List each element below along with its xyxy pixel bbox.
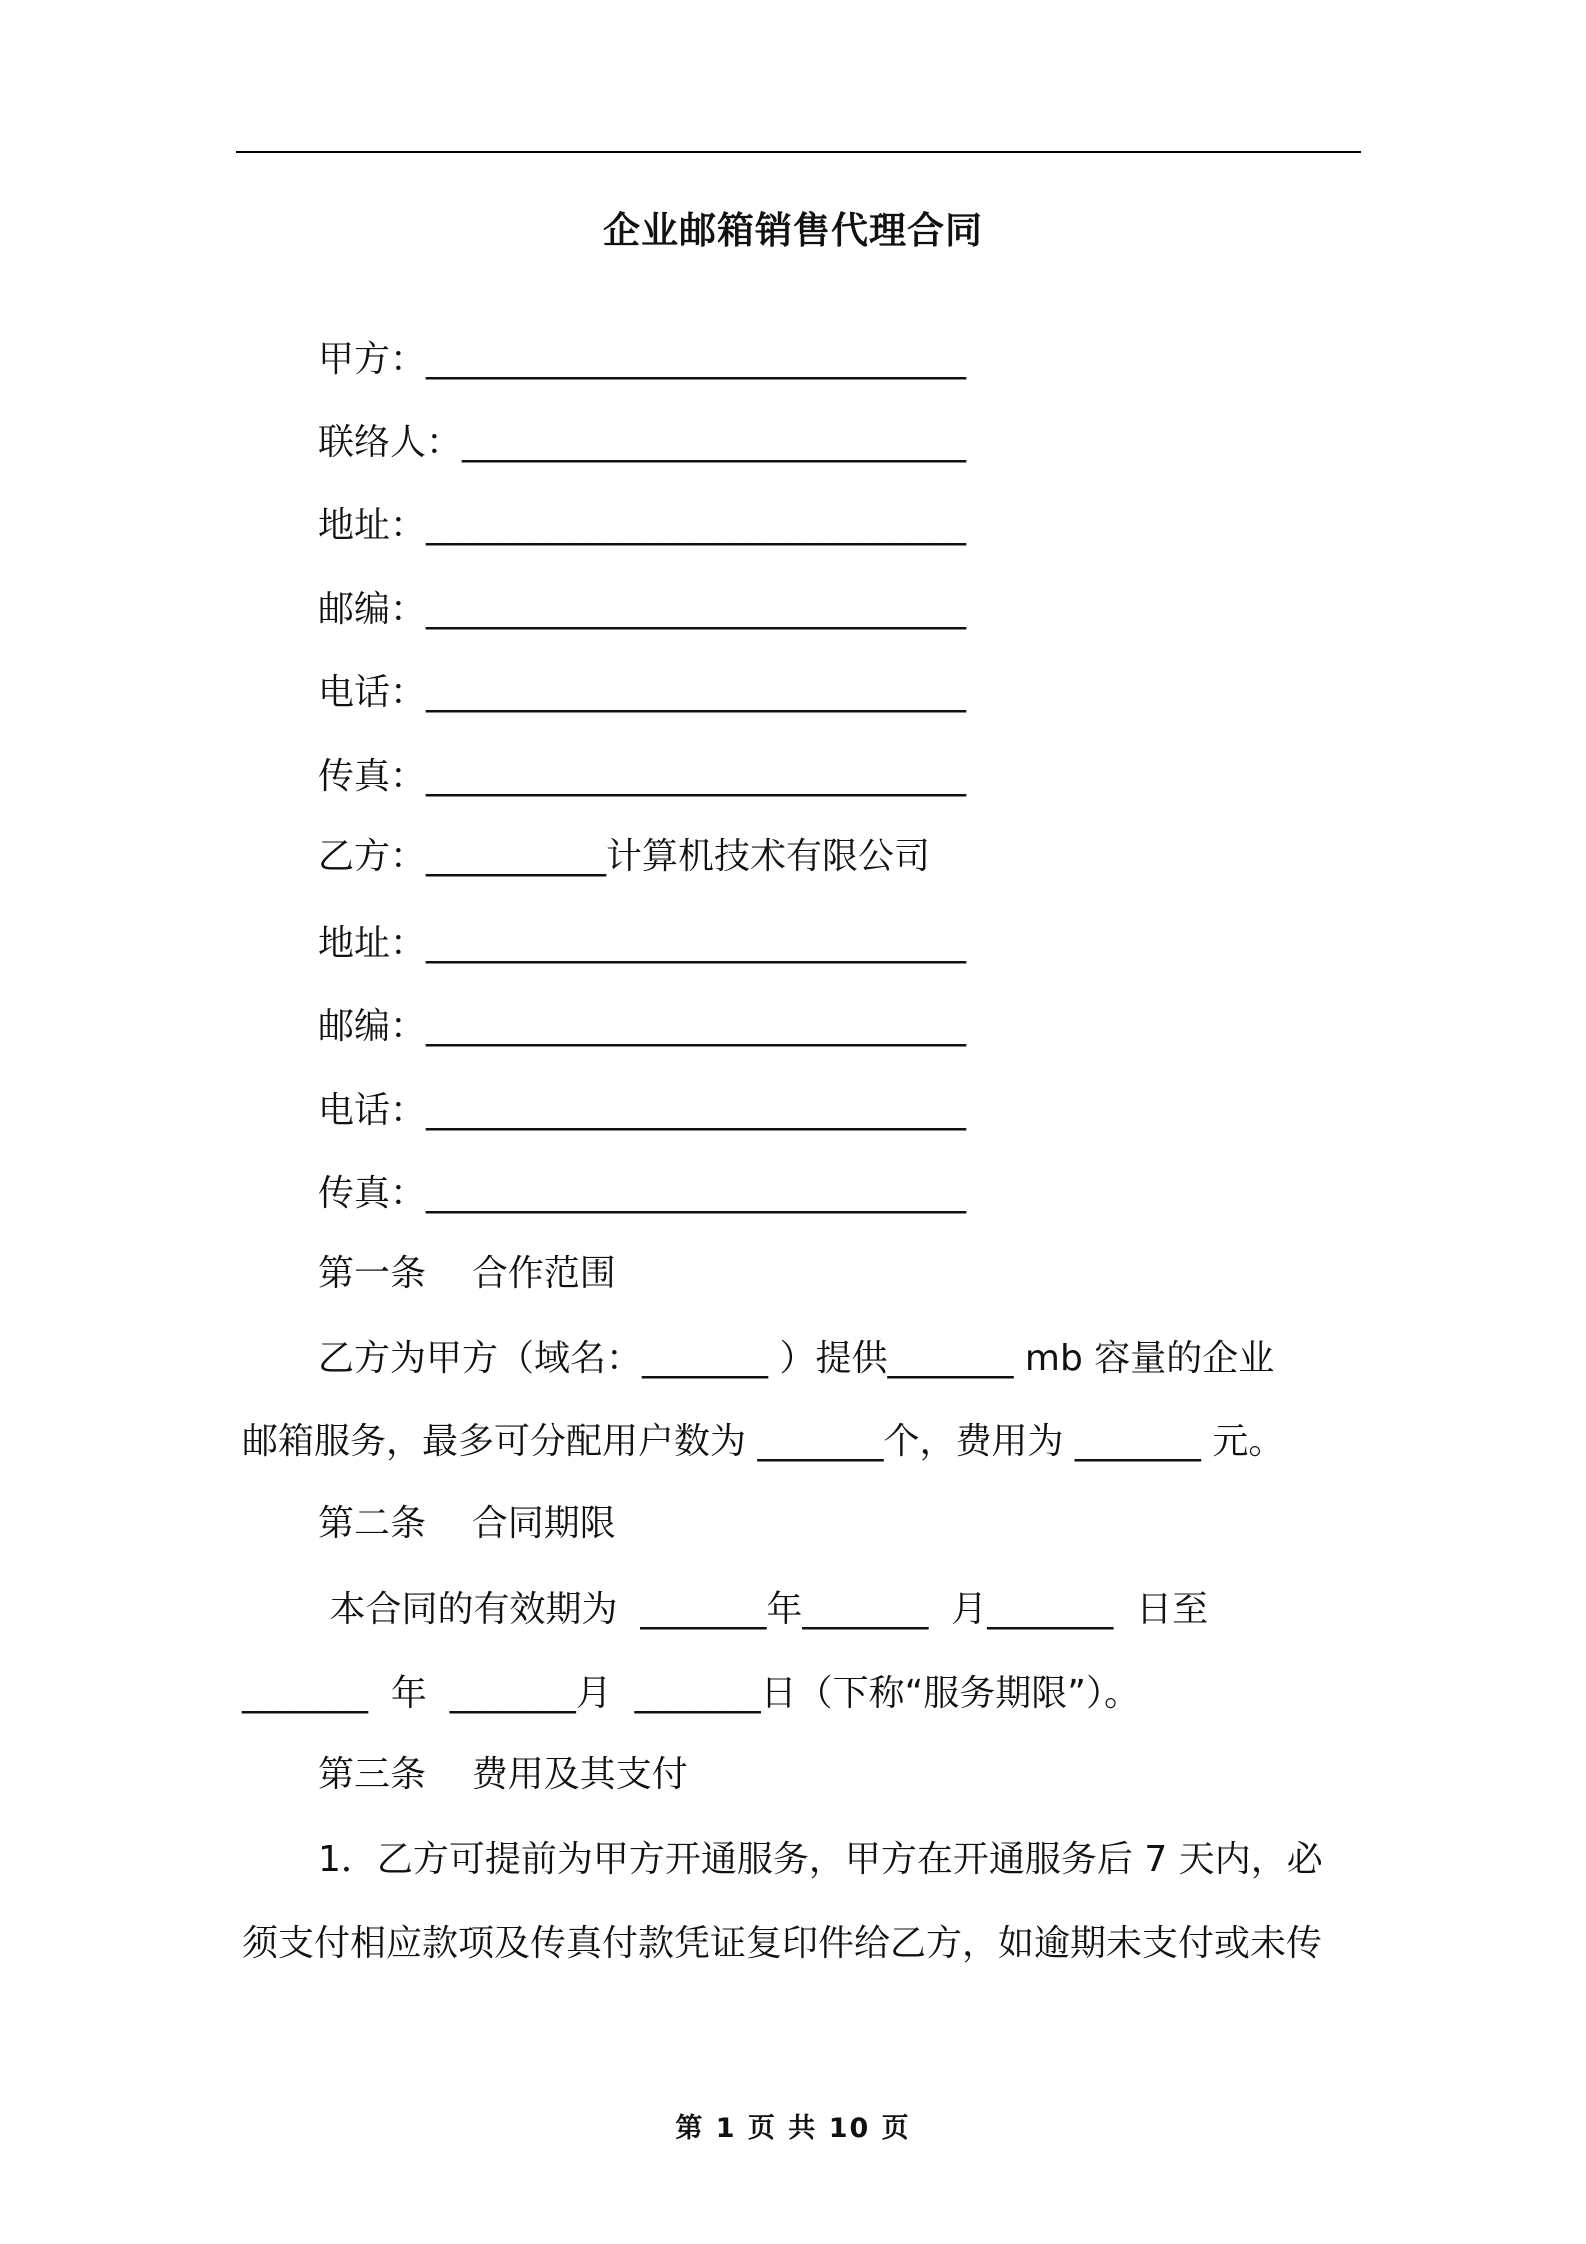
party-a-fax-line: 传真：______________________________ bbox=[318, 756, 967, 797]
article2-line2: _______ 年 _______月 _______日（下称“服务期限”）。 bbox=[242, 1673, 1140, 1714]
party-b-postcode-line: 邮编：______________________________ bbox=[318, 1006, 967, 1047]
article3-line1: 1．乙方可提前为甲方开通服务，甲方在开通服务后 7 天内，必 bbox=[318, 1839, 1323, 1880]
article1-line2: 邮箱服务，最多可分配用户数为 _______个，费用为 _______ 元。 bbox=[242, 1421, 1285, 1462]
page-footer: 第 1 页 共 10 页 bbox=[675, 2113, 911, 2144]
article3-heading: 第三条 费用及其支付 bbox=[318, 1754, 688, 1795]
party-b-fax-line: 传真：______________________________ bbox=[318, 1173, 967, 1214]
party-a-postcode-line: 邮编：______________________________ bbox=[318, 589, 967, 630]
party-b-address-line: 地址：______________________________ bbox=[318, 923, 967, 964]
party-a-name-line: 甲方：______________________________ bbox=[318, 339, 967, 380]
article3-line2: 须支付相应款项及传真付款凭证复印件给乙方，如逾期未支付或未传 bbox=[242, 1923, 1323, 1964]
article1-heading: 第一条 合作范围 bbox=[318, 1253, 616, 1294]
party-a-contact-line: 联络人：____________________________ bbox=[318, 422, 967, 463]
article2-line1: 本合同的有效期为 _______年_______ 月_______ 日至 bbox=[318, 1589, 1209, 1630]
article2-heading: 第二条 合同期限 bbox=[318, 1503, 616, 1544]
party-a-address-line: 地址：______________________________ bbox=[318, 505, 967, 546]
party-b-phone-line: 电话：______________________________ bbox=[318, 1090, 967, 1131]
article1-line1: 乙方为甲方（域名：_______ ）提供_______ mb 容量的企业 bbox=[318, 1338, 1275, 1379]
party-b-name-line: 乙方：__________计算机技术有限公司 bbox=[318, 836, 931, 877]
header-rule bbox=[236, 151, 1361, 153]
party-a-phone-line: 电话：______________________________ bbox=[318, 672, 967, 713]
document-title: 企业邮箱销售代理合同 bbox=[603, 209, 983, 252]
